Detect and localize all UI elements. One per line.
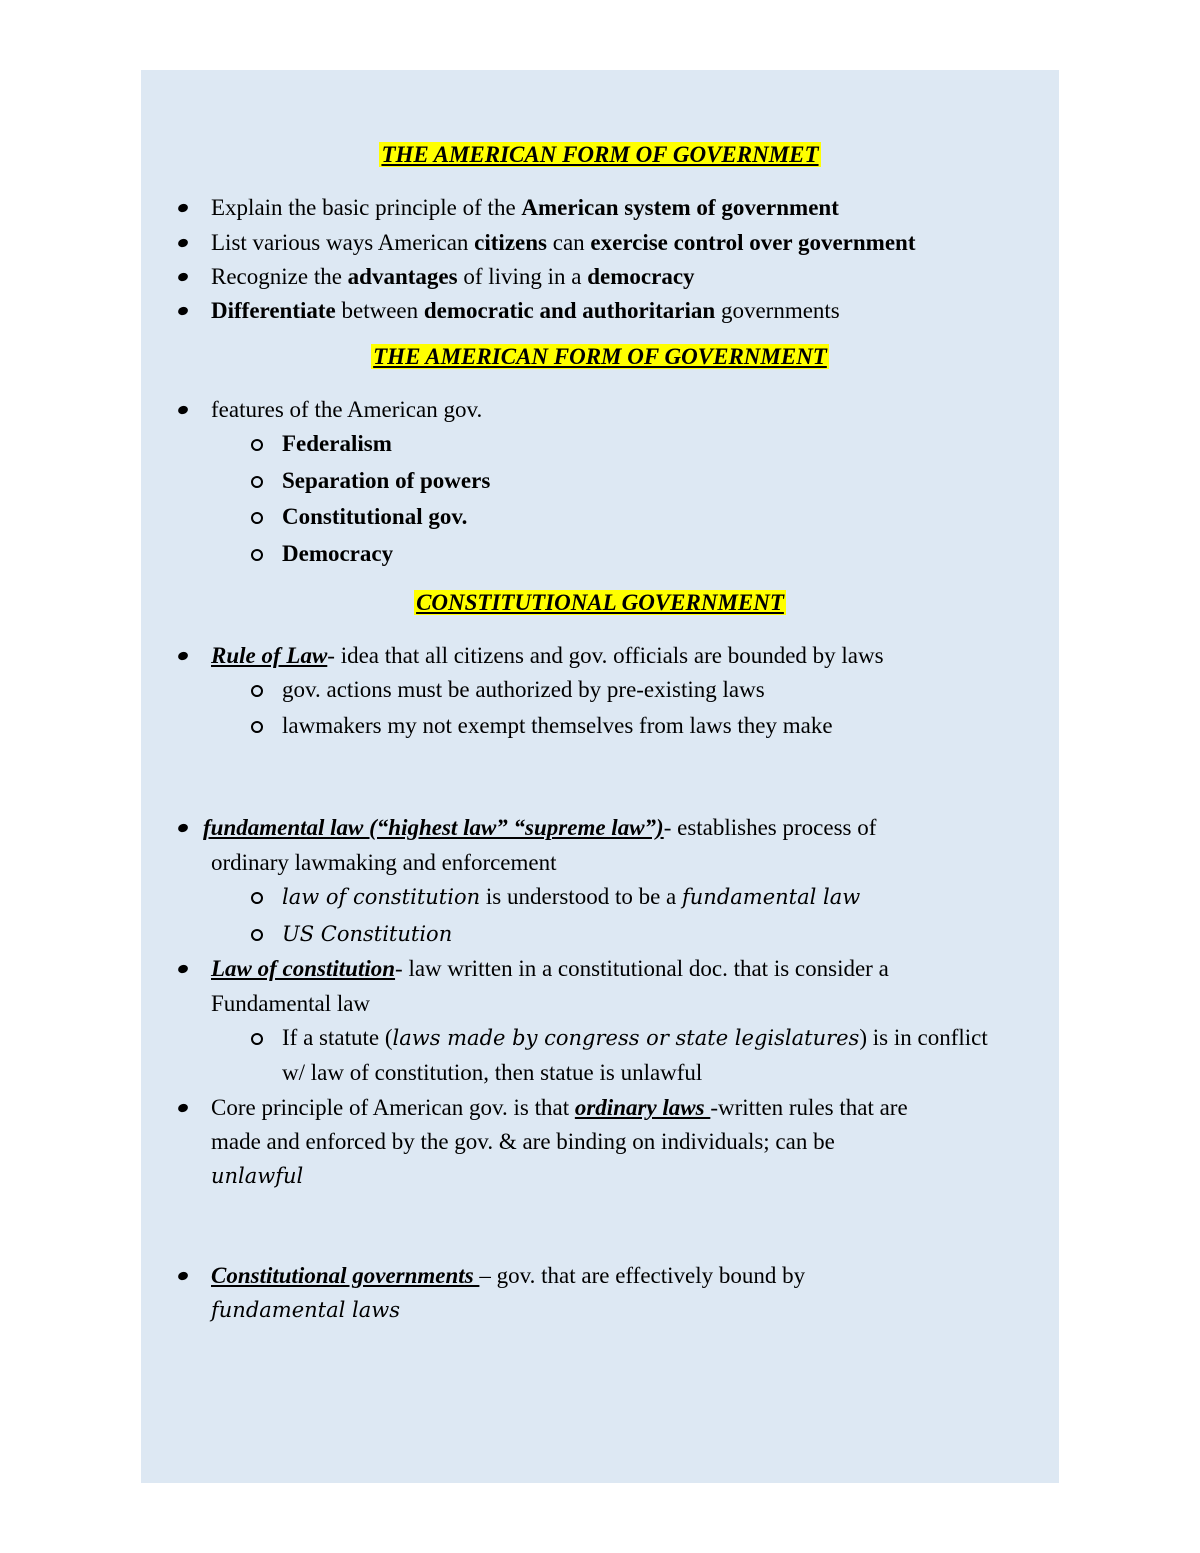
heading-constitutional-government: CONSTITUTIONAL GOVERNMENT [416,590,784,615]
circle-bullet-icon [251,512,263,524]
bullet-icon [177,203,189,214]
circle-bullet-icon [251,1033,263,1045]
constitutional-governments-item: Constitutional governments – gov. that are effectively bound by [211,1263,806,1288]
feature-federalism: Federalism [282,431,392,456]
objective-2: List various ways American citizens can exercise control over government [211,230,916,255]
law-of-constitution-item: Law of constitution- law written in a constitutional doc. that is consider a [211,956,889,981]
rule-of-law-sub-2: lawmakers my not exempt themselves from laws they make [282,713,833,738]
core-principle-cont-2: unlawful [211,1164,304,1188]
rule-of-law-sub-1: gov. actions must be authorized by pre-existing laws [282,677,765,702]
fundamental-law-sub-2: US Constitution [282,922,453,946]
core-principle-item: Core principle of American gov. is that ordinary laws -written rules that are [211,1095,908,1120]
document-page [141,70,1059,1483]
bullet-icon [177,823,189,834]
rule-of-law-item: Rule of Law- idea that all citizens and gov. officials are bounded by laws [211,643,884,668]
circle-bullet-icon [251,892,263,904]
fundamental-law-sub-1: law of constitution is understood to be a fundamental law [282,884,861,909]
bullet-icon [177,964,189,975]
bullet-icon [177,238,189,249]
feature-democracy: Democracy [282,541,394,566]
circle-bullet-icon [251,721,263,733]
bullet-icon [177,306,189,317]
objective-3: Recognize the advantages of living in a democracy [211,264,695,289]
bullet-icon [177,1103,189,1114]
bullet-icon [177,1271,189,1282]
constitutional-governments-cont: fundamental laws [211,1298,400,1322]
circle-bullet-icon [251,549,263,561]
heading-american-form-1: THE AMERICAN FORM OF GOVERNMET [381,142,819,167]
fundamental-law-item: fundamental law (“highest law” “supreme law”)- establishes process of [203,815,877,840]
law-of-constitution-sub-cont: w/ law of constitution, then statue is unlawful [282,1060,703,1085]
core-principle-cont: made and enforced by the gov. & are binding on individuals; can be [211,1129,835,1154]
bullet-icon [177,405,189,416]
circle-bullet-icon [251,929,263,941]
bullet-icon [177,651,189,662]
law-of-constitution-def-cont: Fundamental law [211,991,371,1016]
fundamental-law-def-cont: ordinary lawmaking and enforcement [211,850,557,875]
heading-american-form-2: THE AMERICAN FORM OF GOVERNMENT [373,344,827,369]
circle-bullet-icon [251,476,263,488]
feature-constitutional-gov: Constitutional gov. [282,504,468,529]
circle-bullet-icon [251,685,263,697]
law-of-constitution-sub: If a statute (laws made by congress or state legislatures) is in conflict [282,1025,988,1050]
circle-bullet-icon [251,439,263,451]
objective-1: Explain the basic principle of the American system of government [211,195,839,220]
features-intro: features of the American gov. [211,397,483,422]
bullet-icon [177,272,189,283]
feature-separation-of-powers: Separation of powers [282,468,491,493]
objective-4: Differentiate between democratic and authoritarian governments [211,298,840,323]
